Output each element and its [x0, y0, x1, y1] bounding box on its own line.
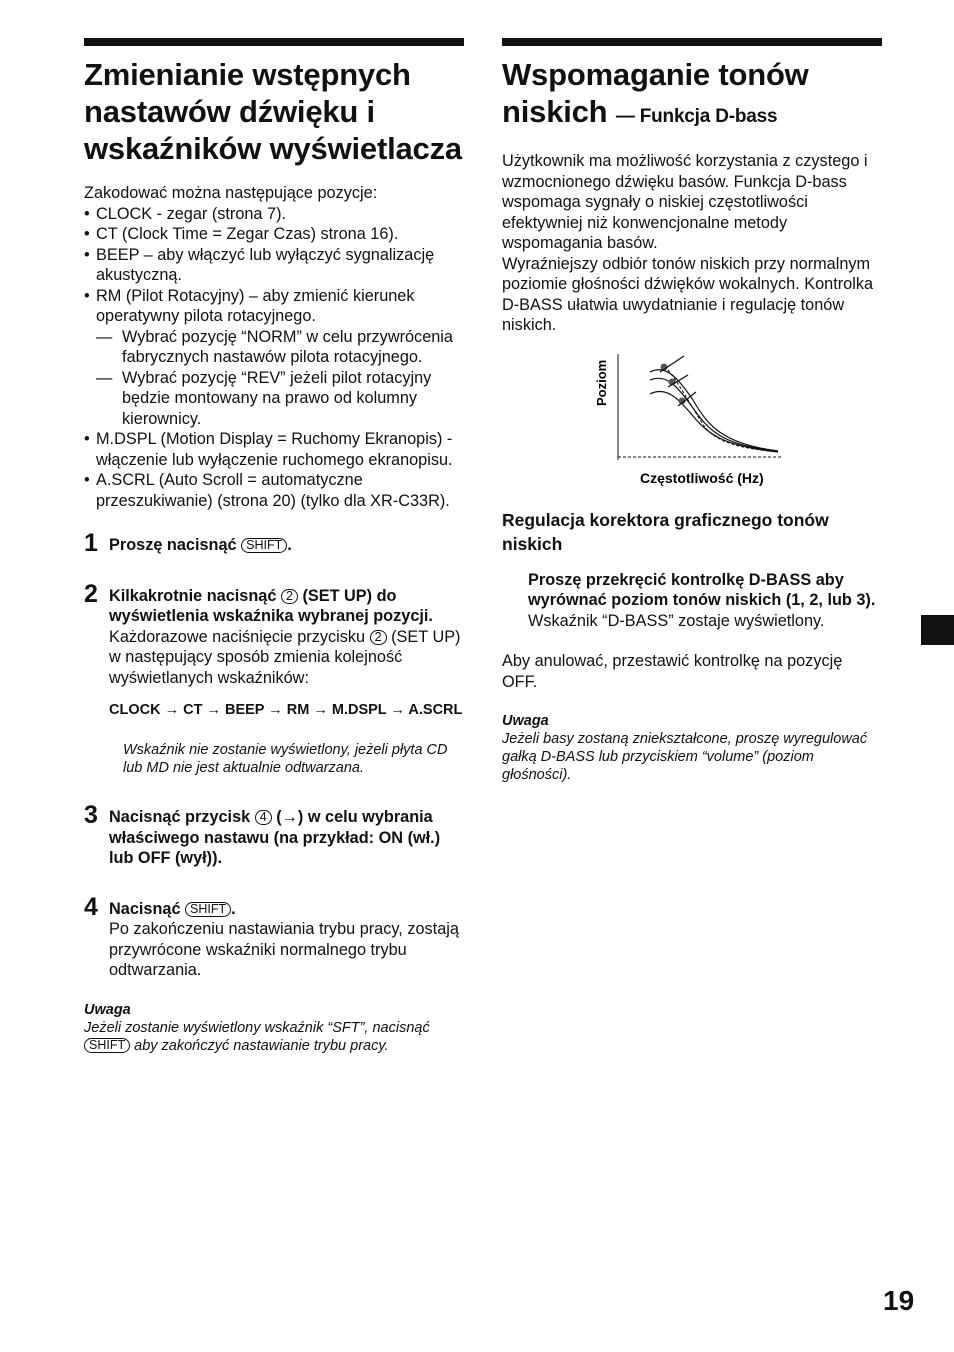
instruction: Proszę przekręcić kontrolkę D-BASS aby wyrównać poziom tonów niskich (1, 2, lub 3). [528, 570, 876, 609]
title-rule [84, 38, 464, 46]
right-column [502, 38, 882, 784]
paragraph: Użytkownik ma możliwość korzystania z czystego i wzmocnionego dźwięku basów. Funkcja D-bass wspomaga sygnały o niskiej częstotliwości efektywniej niż konwencjonalne metody wspomagania basów. [502, 152, 868, 252]
list-item: • CLOCK - zegar (strona 7). [84, 204, 464, 225]
indicator-sequence: CLOCK → CT → BEEP → RM → M.DSPL → A.SCRL [109, 702, 463, 718]
x-axis-label: Częstotliwość (Hz) [640, 469, 764, 486]
paragraph: Wyraźniejszy odbiór tonów niskich przy normalnym poziomie głośności dźwięków wokalnych. Kontrolka D-BASS ułatwia uwydatnianie i regulację tonów niskich. [502, 254, 874, 334]
step-desc-text: (SET UP) w następujący sposób zmienia kolejność wyświetlanych wskaźników: [109, 627, 461, 687]
key-2: 2 [370, 630, 387, 645]
instruction-desc: Wskaźnik “D-BASS” zostaje wyświetlony. [528, 611, 825, 630]
shift-key: SHIFT [241, 538, 287, 553]
section-tab-marker [921, 615, 954, 645]
list-item [84, 286, 464, 430]
step-description [109, 627, 464, 689]
note-heading: Uwaga [84, 1001, 131, 1018]
sublist-item: — Wybrać pozycję “REV” jeżeli pilot rotacyjny będzie montowany na prawo od kolumny kierownicy. [96, 368, 464, 430]
key-4: 4 [255, 810, 272, 825]
step-number: 1 [84, 529, 98, 557]
title-sub: — Funkcja D-bass [615, 106, 778, 127]
d-bass-curve-diagram [594, 348, 788, 488]
shift-key: SHIFT [185, 902, 231, 917]
title-main: Wspomaganie tonów niskich [502, 57, 809, 129]
note-text [84, 1019, 464, 1055]
step-instruction [109, 899, 464, 920]
step-description: Po zakończeniu nastawiania trybu pracy, zostają przywrócone wskaźniki normalnego trybu odtwarzania. [109, 920, 459, 979]
step-1 [84, 529, 464, 557]
step-text: Kilkakrotnie nacisnąć [109, 586, 277, 605]
section-title: Zmienianie wstępnych nastawów dźwięku i wskaźników wyświetlacza [84, 57, 462, 166]
step-text: (→) w celu wybrania właściwego nastawu (na przykład: ON (wł.) lub OFF (wył)). [109, 808, 441, 867]
step-4 [84, 892, 464, 981]
title-rule [502, 38, 882, 46]
step-2 [84, 579, 464, 778]
step-3 [84, 801, 464, 869]
curve-1 [650, 378, 778, 451]
step-text: Proszę nacisnąć [109, 536, 237, 554]
step-text: (SET UP) do wyświetlenia wskaźnika wybranej pozycji. [109, 586, 433, 625]
step-text: Nacisnąć przycisk [109, 808, 251, 826]
list-item: • BEEP – aby włączyć lub wyłączyć sygnalizację akustyczną. [84, 245, 464, 286]
left-column [84, 38, 464, 1055]
step-instruction [109, 535, 464, 556]
intro-text: Zakodować można następujące pozycje: [84, 184, 378, 202]
step-instruction [109, 807, 464, 869]
note-text: Jeżeli basy zostaną zniekształcone, proszę wyregulować gałką D-BASS lub przyciskiem “volume” (poziom głośności). [502, 731, 868, 783]
section-title [502, 56, 882, 135]
step-text: Nacisnąć [109, 899, 181, 918]
cancel-text: Aby anulować, przestawić kontrolkę na pozycję OFF. [502, 652, 843, 691]
curve-3 [650, 391, 778, 452]
step-instruction [109, 586, 464, 627]
subsection-heading: Regulacja korektora graficznego tonów niskich [502, 509, 829, 554]
step-note: Wskaźnik nie zostanie wyświetlony, jeżeli płyta CD lub MD nie jest aktualnie odtwarzana. [123, 742, 448, 776]
list-item: • CT (Clock Time = Zegar Czas) strona 16). [84, 224, 464, 245]
shift-key: SHIFT [84, 1038, 130, 1053]
step-number: 3 [84, 801, 98, 829]
step-end: . [287, 536, 292, 554]
y-axis-label: Poziom [594, 359, 609, 406]
note-heading: Uwaga [502, 713, 549, 729]
rm-sublist [96, 327, 464, 430]
step-end: . [231, 899, 236, 918]
step-number: 2 [84, 579, 98, 608]
page-number: 19 [883, 1285, 915, 1316]
list-item-text: RM (Pilot Rotacyjny) – aby zmienić kierunek operatywny pilota rotacyjnego. [96, 286, 415, 325]
list-item: • M.DSPL (Motion Display = Ruchomy Ekranopis) - włączenie lub wyłączenie ruchomego ekranopisu. [84, 429, 464, 470]
list-item: • A.SCRL (Auto Scroll = automatyczne przeszukiwanie) (strona 20) (tylko dla XR-C33R). [84, 470, 464, 511]
step-number: 4 [84, 892, 98, 921]
note-text-part: Jeżeli zostanie wyświetlony wskaźnik “SFT”, nacisnąć [84, 1019, 430, 1036]
sublist-item: — Wybrać pozycję “NORM” w celu przywrócenia fabrycznych nastawów pilota rotacyjnego. [96, 327, 464, 368]
step-desc-text: Każdorazowe naciśnięcie przycisku [109, 627, 366, 646]
settings-list [84, 204, 464, 512]
note-text-part: aby zakończyć nastawianie trybu pracy. [134, 1037, 389, 1054]
key-2: 2 [281, 589, 298, 604]
